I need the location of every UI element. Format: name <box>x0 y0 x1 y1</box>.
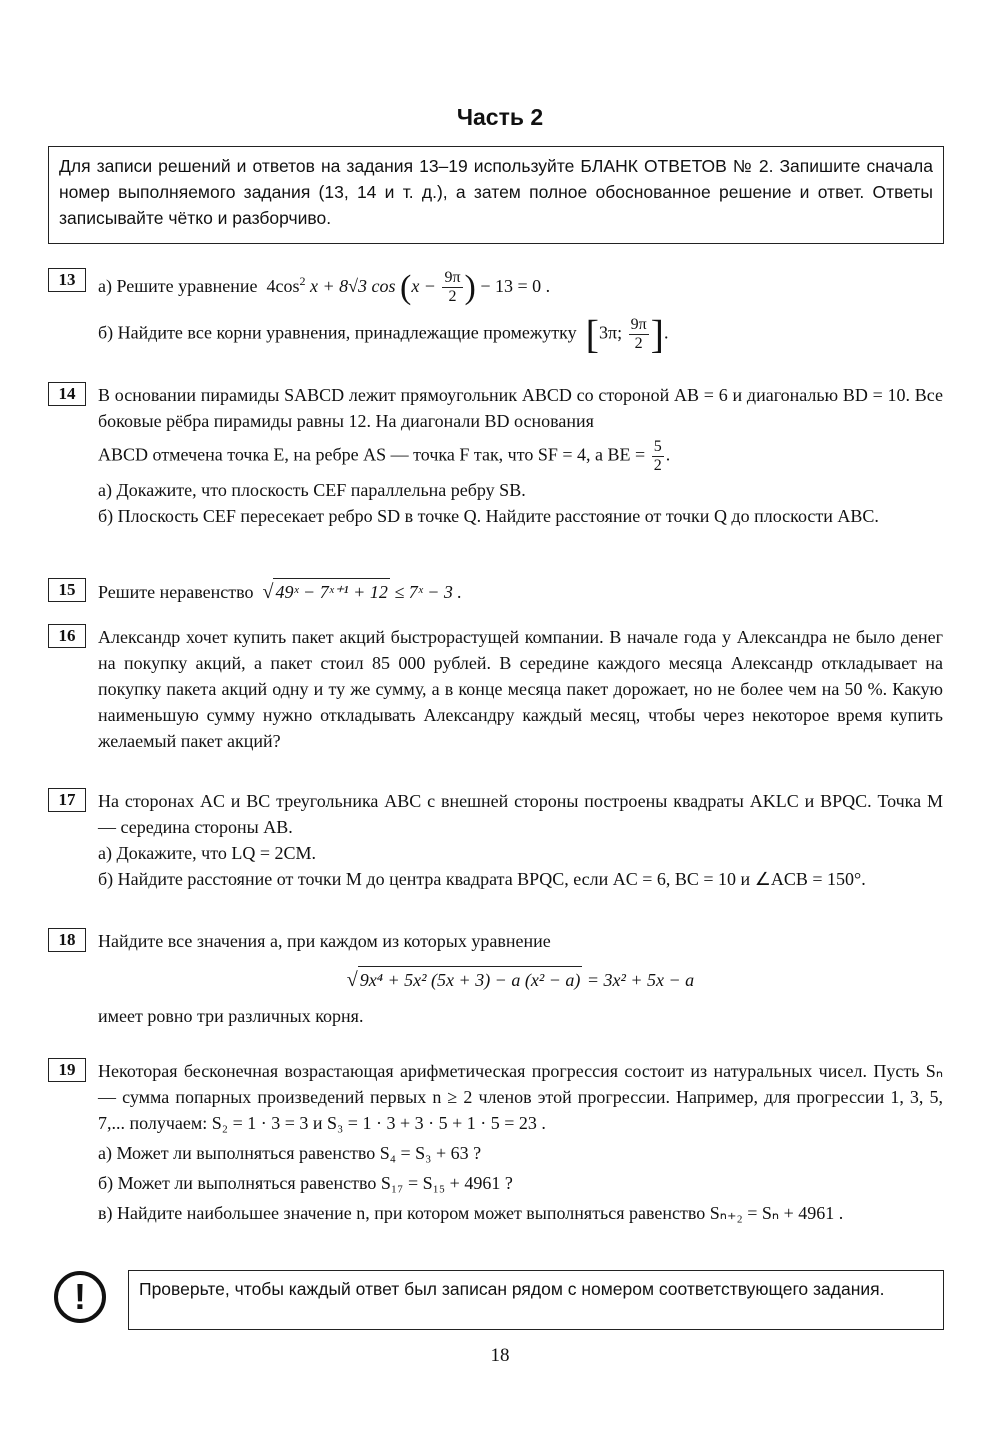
task-13-part-a: а) Решите уравнение $4\cos^2$ x + 8√3 cos (x − $\frac{9\pi}{2}$ ) − 13 = 0 . <box>98 268 551 306</box>
equation-part: x + 8√3 cos <box>309 276 396 296</box>
label: Решите неравенство <box>98 582 254 602</box>
rhs: = 3x² + 5x − a <box>586 970 695 990</box>
task-13 <box>48 268 943 357</box>
task-13-part-b: б) Найдите все корни уравнения, принадлежащие промежутку [3π; $\frac{9\pi}{2}$ ]. <box>98 311 669 357</box>
instructions-box: Для записи решений и ответов на задания 13–19 используйте БЛАНК ОТВЕТОВ № 2. Запишите сначала номер выполняемого задания (13, 14 и т. д.), а затем полное обоснованное решение и ответ. Ответы записывайте чётко и разборчиво. <box>48 146 944 244</box>
task-19-part-c: в) Найдите наибольшее значение n, при котором может выполняться равенство Sₙ₊₂ = Sₙ + 4961 . <box>98 1203 844 1223</box>
task-number: 16 <box>48 624 86 648</box>
task-19 <box>48 1058 943 1226</box>
task-19-line-1: Некоторая бесконечная возрастающая арифметическая прогрессия состоит из натуральных чисел. Пусть Sₙ — сумма попарных произведений первых n ≥ 2 членов этой прогрессии. Например, для прогрессии 1, 3, 5, 7,... получаем: S₂ = 1 · 3 = 3 и S₃ = 1 · 3 + 3 · 5 + 1 · 5 = 23 . <box>98 1061 943 1133</box>
warning-box: Проверьте, чтобы каждый ответ был записан рядом с номером соответствующего задания. <box>128 1270 944 1330</box>
task-17-line-1: На сторонах AC и BC треугольника ABC с внешней стороны построены квадраты AKLC и BPQC. Точка M — середина стороны AB. <box>98 791 943 837</box>
task-18-line-1: Найдите все значения a, при каждом из которых уравнение <box>98 931 551 951</box>
fraction: $\frac{9\pi}{2}$ <box>630 316 647 353</box>
page-number: 18 <box>490 1345 510 1366</box>
task-19-part-a: а) Может ли выполняться равенство S₄ = S₃ + 63 ? <box>98 1143 482 1163</box>
task-17-part-a: а) Докажите, что LQ = 2CM. <box>98 843 316 863</box>
task-18-line-2: имеет ровно три различных корня. <box>98 1006 364 1026</box>
task-19-part-b: б) Может ли выполняться равенство S₁₇ = S₁₅ + 4961 ? <box>98 1173 513 1193</box>
task-14-line-1: В основании пирамиды SABCD лежит прямоугольник ABCD со стороной AB = 6 и диагональю BD = 10. Все боковые рёбра пирамиды равны 12. На диагонали BD основания <box>98 385 943 431</box>
equation-part: − 13 = 0 . <box>480 276 551 296</box>
task-14-line-2: ABCD отмечена точка E, на ребре AS — точка F так, что SF = 4, а BE = $\frac{5}{2}$ . <box>98 438 671 474</box>
task-number: 17 <box>48 788 86 812</box>
fraction: $\frac{9\pi}{2}$ <box>444 269 461 306</box>
radicand: 9x⁴ + 5x² (5x + 3) − a (x² − a) <box>358 966 583 993</box>
equation-part: 4cos <box>266 276 300 296</box>
task-16 <box>48 624 943 754</box>
interval-start: 3π; <box>598 323 623 343</box>
task-17-part-b: б) Найдите расстояние от точки M до центра квадрата BPQC, если AC = 6, BC = 10 и ∠ACB = 150°. <box>98 869 866 889</box>
rhs: ≤ 7ˣ − 3 . <box>394 582 462 602</box>
task-number: 14 <box>48 382 86 406</box>
task-number: 15 <box>48 578 86 602</box>
text: ABCD отмечена точка E, на ребре AS — точка F так, что SF = 4, а BE = <box>98 444 646 465</box>
label: а) Решите уравнение <box>98 276 258 296</box>
fraction: $\frac{5}{2}$ <box>653 438 662 474</box>
equation-part: x − <box>411 276 436 296</box>
task-number: 19 <box>48 1058 86 1082</box>
task-number: 13 <box>48 268 86 292</box>
task-15: 15 Решите неравенство √ 49ˣ − 7ˣ⁺¹ + 12 ≤ 7ˣ − 3 . <box>48 578 943 605</box>
task-14 <box>48 382 943 529</box>
task-16-text: Александр хочет купить пакет акций быстрорастущей компании. В начале года у Александра не было денег на покупку акций, а пакет стоил 85 000 рублей. В середине каждого месяца Александр откладывает на покупку пакета акций одну и ту же сумму, а в конце месяца пакет дорожает, но не более чем на 50 %. Какую наименьшую сумму нужно откладывать Александру каждый месяц, чтобы через некоторое время купить желаемый пакет акций? <box>98 627 943 751</box>
task-18-equation: √ 9x⁴ + 5x² (5x + 3) − a (x² − a) = 3x² + 5x − a <box>98 966 943 993</box>
exclamation-icon: ! <box>54 1271 106 1323</box>
task-14-part-b: б) Плоскость CEF пересекает ребро SD в точке Q. Найдите расстояние от точки Q до плоскости ABC. <box>98 506 879 526</box>
task-number: 18 <box>48 928 86 952</box>
task-18 <box>48 928 943 1029</box>
page-title: Часть 2 <box>456 104 544 130</box>
task-17 <box>48 788 943 892</box>
label: б) Найдите все корни уравнения, принадлежащие промежутку <box>98 323 577 343</box>
task-14-part-a: а) Докажите, что плоскость CEF параллельна ребру SB. <box>98 480 526 500</box>
radicand: 49ˣ − 7ˣ⁺¹ + 12 <box>273 578 389 605</box>
